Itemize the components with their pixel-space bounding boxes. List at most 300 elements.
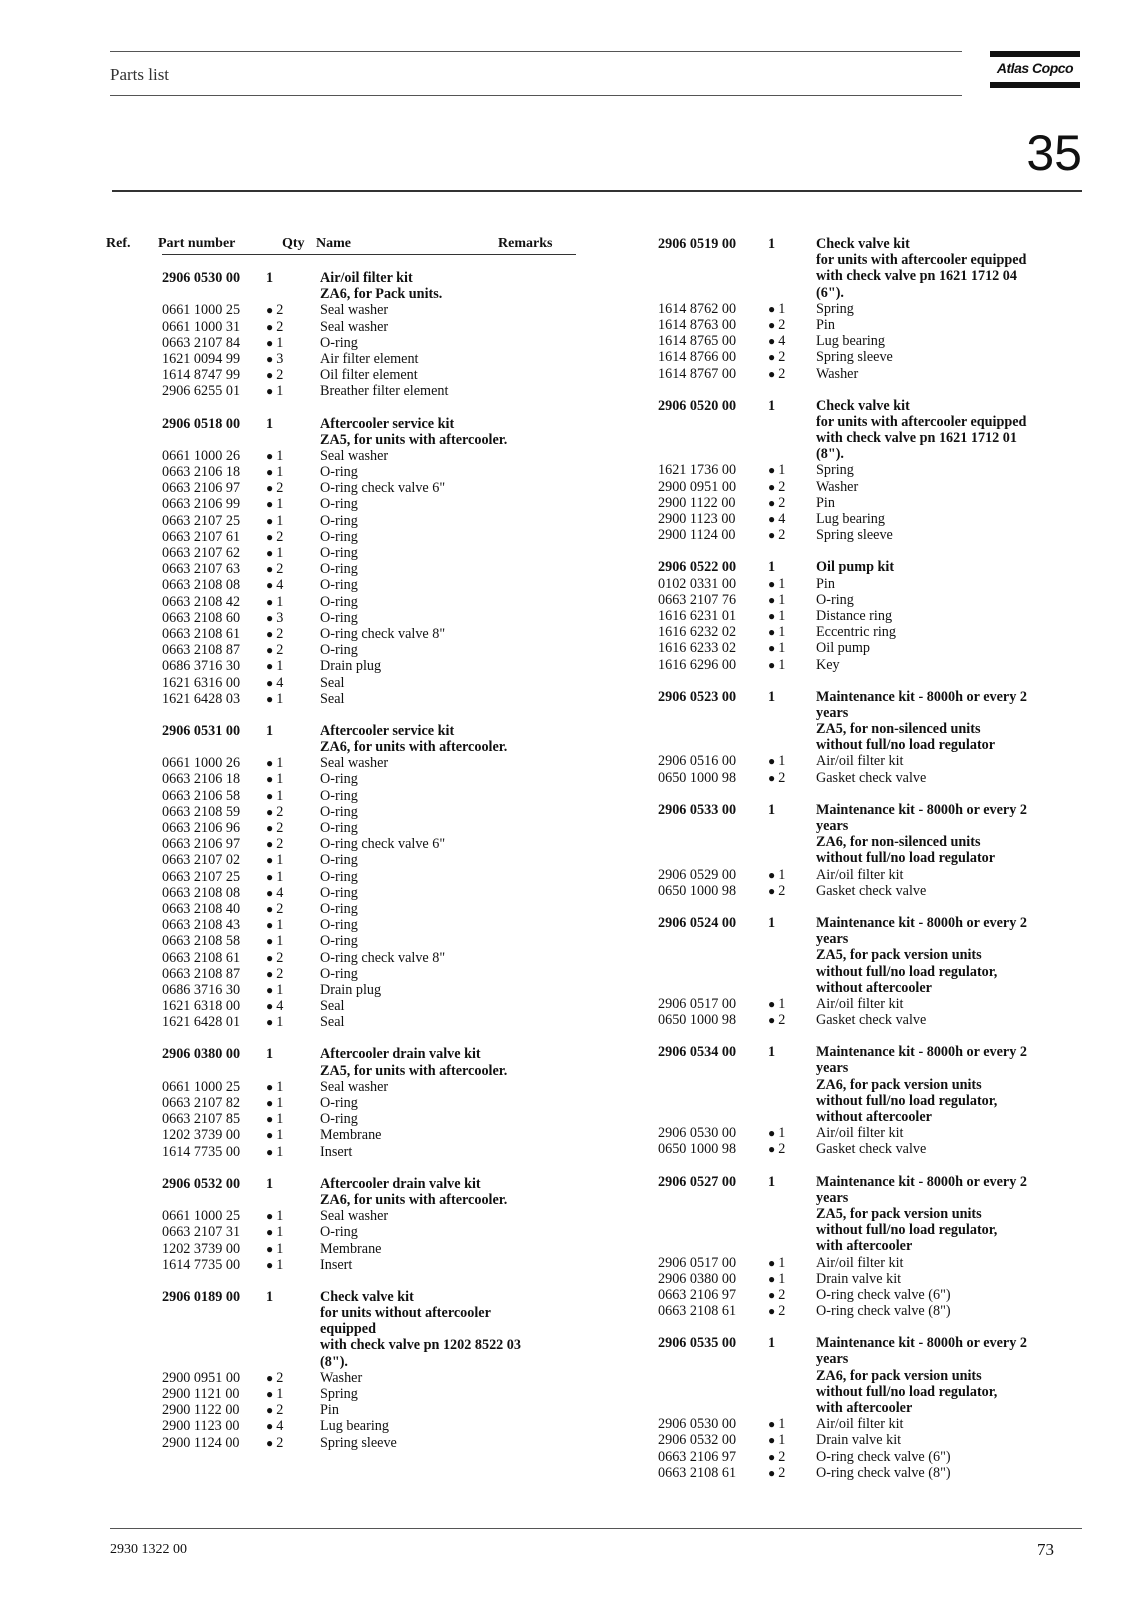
part-qty-value: 2 bbox=[276, 1434, 284, 1451]
part-name: Seal bbox=[320, 690, 345, 707]
part-qty-value: 2 bbox=[778, 478, 786, 495]
bullet-icon: ● bbox=[266, 303, 277, 318]
header-ref: Ref. bbox=[106, 236, 131, 251]
part-number: 2900 0951 00 bbox=[162, 1369, 241, 1386]
part-qty bbox=[266, 1208, 283, 1224]
kit-header-row bbox=[658, 446, 1078, 462]
part-qty-value: 1 bbox=[778, 462, 786, 479]
part-row bbox=[658, 1012, 1078, 1028]
header-rule-top bbox=[110, 51, 962, 52]
part-qty bbox=[266, 529, 283, 545]
part-qty-value: 1 bbox=[276, 981, 284, 998]
part-name: O-ring bbox=[320, 900, 358, 917]
part-number: 0650 1000 98 bbox=[658, 1141, 737, 1158]
bullet-icon: ● bbox=[768, 350, 779, 365]
bullet-icon: ● bbox=[768, 1255, 779, 1270]
bullet-icon: ● bbox=[768, 317, 779, 332]
part-row bbox=[106, 1208, 576, 1224]
part-row bbox=[106, 529, 576, 545]
bullet-icon: ● bbox=[266, 610, 277, 625]
kit-name-line: with aftercooler bbox=[816, 1238, 913, 1255]
part-number: 0663 2108 08 bbox=[162, 884, 241, 901]
part-row bbox=[106, 1435, 576, 1451]
bullet-icon: ● bbox=[266, 465, 277, 480]
kit-header-row bbox=[658, 721, 1078, 737]
part-number: 0663 2107 62 bbox=[162, 545, 241, 561]
part-row bbox=[658, 1125, 1078, 1141]
part-number: 0663 2108 43 bbox=[162, 917, 241, 934]
bullet-icon: ● bbox=[266, 853, 277, 868]
part-row bbox=[658, 366, 1078, 382]
part-qty bbox=[266, 513, 283, 529]
kit-qty: 1 bbox=[768, 914, 776, 931]
part-qty-value: 2 bbox=[276, 803, 284, 820]
part-qty bbox=[768, 1125, 785, 1141]
part-row bbox=[106, 319, 576, 335]
kit-spacer bbox=[658, 786, 1078, 802]
part-number: 2906 6255 01 bbox=[162, 383, 241, 400]
part-name: O-ring check valve 8" bbox=[320, 949, 446, 966]
kit-name-line: with check valve pn 1202 8522 03 bbox=[320, 1337, 521, 1354]
kit-part-number: 2906 0524 00 bbox=[658, 914, 737, 931]
part-number: 0663 2108 40 bbox=[162, 900, 241, 917]
logo-text: Atlas Copco bbox=[996, 60, 1074, 76]
part-row bbox=[106, 1386, 576, 1402]
kit-name-line: Aftercooler service kit bbox=[320, 415, 455, 432]
kit-part-number: 2906 0522 00 bbox=[658, 559, 737, 576]
kit-name-line: Check valve kit bbox=[816, 397, 910, 414]
part-name: Pin bbox=[320, 1402, 339, 1419]
part-qty bbox=[768, 657, 785, 673]
part-name: O-ring bbox=[320, 577, 358, 594]
part-row bbox=[106, 351, 576, 367]
chapter-number: 35 bbox=[1026, 125, 1082, 181]
part-name: O-ring bbox=[320, 1095, 358, 1111]
part-qty bbox=[768, 527, 785, 543]
part-qty-value: 2 bbox=[276, 625, 284, 642]
part-qty-value: 2 bbox=[778, 494, 786, 511]
kit-name-line: without full/no load regulator, bbox=[816, 963, 998, 980]
part-qty bbox=[266, 771, 283, 787]
bullet-icon: ● bbox=[266, 1419, 277, 1434]
part-qty-value: 4 bbox=[276, 884, 284, 901]
part-name: Drain plug bbox=[320, 981, 382, 998]
part-qty bbox=[266, 1111, 283, 1127]
part-qty-value: 1 bbox=[778, 575, 786, 592]
part-name: O-ring bbox=[320, 852, 358, 869]
bullet-icon: ● bbox=[768, 1013, 779, 1028]
part-row bbox=[106, 658, 576, 674]
bullet-icon: ● bbox=[266, 1225, 277, 1240]
part-name: Seal washer bbox=[320, 302, 389, 319]
part-qty bbox=[768, 1271, 785, 1287]
bullet-icon: ● bbox=[768, 754, 779, 769]
part-name: Spring sleeve bbox=[816, 349, 893, 366]
bullet-icon: ● bbox=[768, 1126, 779, 1141]
part-qty bbox=[266, 1144, 283, 1160]
part-number: 0663 2108 61 bbox=[162, 625, 241, 642]
part-qty bbox=[266, 1127, 283, 1143]
part-name: O-ring check valve (8") bbox=[816, 1303, 951, 1320]
kit-part-number: 2906 0189 00 bbox=[162, 1288, 241, 1305]
part-qty bbox=[768, 576, 785, 592]
part-row bbox=[658, 317, 1078, 333]
part-qty-value: 4 bbox=[276, 998, 284, 1015]
kit-qty: 1 bbox=[768, 1335, 776, 1352]
part-qty-value: 2 bbox=[778, 1141, 786, 1158]
bullet-icon: ● bbox=[266, 999, 277, 1014]
kit-part-number: 2906 0520 00 bbox=[658, 397, 737, 414]
kit-name-line: without full/no load regulator, bbox=[816, 1383, 998, 1400]
part-row bbox=[106, 771, 576, 787]
part-row bbox=[106, 1111, 576, 1127]
kit-header-row bbox=[106, 270, 576, 286]
part-qty-value: 1 bbox=[276, 1224, 284, 1241]
part-name: Spring bbox=[320, 1386, 358, 1402]
bullet-icon: ● bbox=[768, 301, 779, 316]
part-qty-value: 1 bbox=[276, 512, 284, 529]
bullet-icon: ● bbox=[266, 966, 277, 981]
kit-part-number: 2906 0523 00 bbox=[658, 688, 737, 705]
part-row bbox=[106, 610, 576, 626]
part-qty bbox=[266, 448, 283, 464]
bullet-icon: ● bbox=[266, 918, 277, 933]
kit-header-row bbox=[658, 689, 1078, 705]
part-row bbox=[106, 1095, 576, 1111]
parts-column-right bbox=[658, 236, 1078, 1481]
part-row bbox=[658, 349, 1078, 365]
part-name: O-ring bbox=[320, 609, 358, 626]
part-qty-value: 1 bbox=[778, 624, 786, 641]
bullet-icon: ● bbox=[266, 448, 277, 463]
kit-spacer bbox=[106, 400, 576, 416]
part-name: Washer bbox=[816, 478, 859, 495]
kit-header-row bbox=[658, 1206, 1078, 1222]
kit-header-row bbox=[658, 1190, 1078, 1206]
part-row bbox=[106, 852, 576, 868]
kit-header-row bbox=[658, 285, 1078, 301]
kit-header-row bbox=[658, 915, 1078, 931]
part-name: O-ring bbox=[320, 933, 358, 950]
bullet-icon: ● bbox=[266, 626, 277, 641]
part-row bbox=[658, 495, 1078, 511]
kit-header-row bbox=[658, 1238, 1078, 1254]
part-number: 2900 1124 00 bbox=[658, 527, 736, 544]
part-qty-value: 1 bbox=[778, 995, 786, 1012]
part-number: 0663 2106 18 bbox=[162, 464, 241, 481]
kit-name-line: with check valve pn 1621 1712 04 bbox=[816, 268, 1017, 285]
bullet-icon: ● bbox=[768, 1417, 779, 1432]
part-number: 1202 3739 00 bbox=[162, 1240, 241, 1257]
bullet-icon: ● bbox=[266, 513, 277, 528]
kit-name-line: (6"). bbox=[816, 284, 844, 301]
part-name: Drain valve kit bbox=[816, 1432, 902, 1449]
part-qty bbox=[768, 1416, 785, 1432]
part-qty bbox=[768, 1465, 785, 1481]
part-qty bbox=[768, 1303, 785, 1319]
part-qty bbox=[768, 996, 785, 1012]
kit-header-row bbox=[658, 414, 1078, 430]
part-row bbox=[106, 691, 576, 707]
part-row bbox=[658, 1465, 1078, 1481]
part-qty bbox=[768, 770, 785, 786]
kit-name-line: ZA6, for units with aftercooler. bbox=[320, 739, 508, 756]
kit-name-line: Air/oil filter kit bbox=[320, 270, 413, 286]
kit-name-line: for units with aftercooler equipped bbox=[816, 252, 1027, 269]
kit-header-row bbox=[658, 236, 1078, 252]
part-row bbox=[658, 462, 1078, 478]
kit-name-line: without full/no load regulator bbox=[816, 850, 996, 867]
part-number: 0102 0331 00 bbox=[658, 575, 737, 592]
part-row bbox=[106, 1127, 576, 1143]
kit-qty: 1 bbox=[768, 1173, 776, 1190]
kit-name-line: years bbox=[816, 1351, 849, 1368]
bullet-icon: ● bbox=[768, 1304, 779, 1319]
part-qty-value: 1 bbox=[778, 1432, 786, 1449]
part-number: 1614 8767 00 bbox=[658, 365, 737, 382]
part-qty-value: 2 bbox=[276, 1369, 284, 1386]
part-qty-value: 2 bbox=[778, 316, 786, 333]
kit-name-line: with check valve pn 1621 1712 01 bbox=[816, 430, 1017, 447]
part-name: O-ring bbox=[320, 917, 358, 934]
header-part-number: Part number bbox=[158, 236, 236, 251]
bullet-icon: ● bbox=[266, 982, 277, 997]
part-name: Pin bbox=[816, 316, 835, 333]
part-qty-value: 1 bbox=[276, 1111, 284, 1128]
part-number: 2906 0529 00 bbox=[658, 866, 737, 883]
kit-name-line: ZA6, for Pack units. bbox=[320, 286, 443, 303]
part-qty-value: 2 bbox=[276, 900, 284, 917]
part-number: 1621 1736 00 bbox=[658, 462, 737, 479]
kit-spacer bbox=[106, 1030, 576, 1046]
part-number: 1621 6316 00 bbox=[162, 674, 241, 691]
part-qty bbox=[266, 658, 283, 674]
kit-header-row bbox=[658, 964, 1078, 980]
part-row bbox=[106, 885, 576, 901]
part-qty bbox=[266, 594, 283, 610]
part-qty-value: 2 bbox=[778, 527, 786, 544]
part-qty-value: 3 bbox=[276, 350, 284, 367]
part-qty bbox=[768, 753, 785, 769]
part-qty bbox=[768, 592, 785, 608]
part-number: 2906 0516 00 bbox=[658, 753, 737, 770]
kit-name-line: for units without aftercooler bbox=[320, 1305, 491, 1322]
bullet-icon: ● bbox=[266, 384, 277, 399]
part-qty bbox=[266, 804, 283, 820]
kit-header-row bbox=[106, 1176, 576, 1192]
part-number: 0663 2107 84 bbox=[162, 334, 241, 351]
kit-name-line: without aftercooler bbox=[816, 1109, 932, 1125]
part-name: Seal bbox=[320, 674, 345, 691]
part-name: Seal washer bbox=[320, 318, 389, 335]
part-name: Spring bbox=[816, 300, 854, 317]
part-number: 0663 2108 08 bbox=[162, 577, 241, 594]
page-number: 73 bbox=[1037, 1540, 1054, 1559]
part-qty bbox=[266, 464, 283, 480]
part-row bbox=[658, 511, 1078, 527]
part-row bbox=[658, 1303, 1078, 1319]
part-qty-value: 1 bbox=[778, 640, 786, 657]
part-number: 0663 2107 63 bbox=[162, 561, 241, 578]
part-row bbox=[106, 675, 576, 691]
part-number: 2906 0517 00 bbox=[658, 1254, 737, 1271]
kit-name-line: ZA6, for pack version units bbox=[816, 1076, 982, 1093]
part-name: Oil filter element bbox=[320, 367, 418, 384]
part-qty bbox=[768, 608, 785, 624]
part-qty bbox=[266, 610, 283, 626]
bullet-icon: ● bbox=[266, 594, 277, 609]
part-number: 1614 8765 00 bbox=[658, 333, 737, 350]
part-qty bbox=[768, 301, 785, 317]
kit-spacer bbox=[658, 1158, 1078, 1174]
part-qty-value: 1 bbox=[276, 658, 284, 675]
kit-name-line: Maintenance kit - 8000h or every 2 bbox=[816, 801, 1027, 818]
part-row bbox=[106, 513, 576, 529]
part-number: 1621 6318 00 bbox=[162, 998, 241, 1015]
kit-name-line: for units with aftercooler equipped bbox=[816, 413, 1027, 430]
part-name: Pin bbox=[816, 494, 835, 511]
part-row bbox=[106, 1418, 576, 1434]
part-name: O-ring bbox=[320, 561, 358, 578]
kit-header-row bbox=[658, 1400, 1078, 1416]
part-qty bbox=[768, 1255, 785, 1271]
part-name: O-ring bbox=[320, 1224, 358, 1241]
part-row bbox=[106, 1014, 576, 1030]
kit-name-line: Maintenance kit - 8000h or every 2 bbox=[816, 1044, 1027, 1061]
kit-name-line: Maintenance kit - 8000h or every 2 bbox=[816, 1173, 1027, 1190]
part-qty-value: 2 bbox=[778, 1464, 786, 1481]
bullet-icon: ● bbox=[768, 1142, 779, 1157]
part-qty-value: 2 bbox=[276, 1402, 284, 1419]
kit-part-number: 2906 0533 00 bbox=[658, 801, 737, 818]
part-qty bbox=[266, 1402, 283, 1418]
bullet-icon: ● bbox=[266, 351, 277, 366]
part-row bbox=[106, 950, 576, 966]
part-name: O-ring bbox=[320, 868, 358, 885]
part-number: 1614 8763 00 bbox=[658, 316, 737, 333]
kit-header-row bbox=[106, 1192, 576, 1208]
bullet-icon: ● bbox=[768, 479, 779, 494]
part-qty-value: 2 bbox=[276, 965, 284, 982]
part-number: 1621 6428 01 bbox=[162, 1014, 241, 1031]
part-qty-value: 4 bbox=[276, 577, 284, 594]
part-qty-value: 2 bbox=[778, 769, 786, 786]
part-row bbox=[106, 480, 576, 496]
kit-header-row bbox=[106, 1321, 576, 1337]
part-name: Seal bbox=[320, 1014, 345, 1031]
kit-header-row bbox=[658, 1044, 1078, 1060]
part-qty-value: 4 bbox=[778, 333, 786, 350]
part-qty bbox=[266, 933, 283, 949]
bullet-icon: ● bbox=[266, 1144, 277, 1159]
part-row bbox=[106, 1224, 576, 1240]
kit-qty: 1 bbox=[768, 801, 776, 818]
part-qty-value: 2 bbox=[276, 561, 284, 578]
bullet-icon: ● bbox=[768, 495, 779, 510]
part-qty bbox=[266, 480, 283, 496]
part-name: O-ring bbox=[320, 884, 358, 901]
part-number: 2900 1122 00 bbox=[658, 494, 736, 511]
part-qty bbox=[768, 366, 785, 382]
kit-name-line: ZA6, for pack version units bbox=[816, 1367, 982, 1384]
bullet-icon: ● bbox=[266, 869, 277, 884]
bullet-icon: ● bbox=[768, 1465, 779, 1480]
bullet-icon: ● bbox=[266, 837, 277, 852]
part-qty-value: 2 bbox=[276, 480, 284, 497]
part-row bbox=[106, 820, 576, 836]
part-qty-value: 1 bbox=[276, 933, 284, 950]
header-qty: Qty bbox=[282, 236, 305, 251]
part-number: 1614 7735 00 bbox=[162, 1143, 241, 1160]
part-qty-value: 2 bbox=[276, 302, 284, 319]
part-qty bbox=[266, 852, 283, 868]
part-number: 0663 2107 61 bbox=[162, 528, 241, 545]
part-row bbox=[658, 1432, 1078, 1448]
part-row bbox=[658, 592, 1078, 608]
part-qty-value: 1 bbox=[276, 771, 284, 788]
part-name: O-ring bbox=[320, 512, 358, 529]
bullet-icon: ● bbox=[266, 772, 277, 787]
part-qty-value: 1 bbox=[276, 690, 284, 707]
part-qty bbox=[266, 1386, 283, 1402]
part-number: 0663 2108 60 bbox=[162, 609, 241, 626]
part-number: 0661 1000 25 bbox=[162, 1208, 241, 1225]
part-qty-value: 1 bbox=[778, 300, 786, 317]
part-name: Air/oil filter kit bbox=[816, 1416, 904, 1433]
kit-spacer bbox=[658, 899, 1078, 915]
part-row bbox=[658, 608, 1078, 624]
logo-bar-top bbox=[990, 51, 1080, 57]
part-qty-value: 1 bbox=[778, 656, 786, 673]
kit-spacer bbox=[658, 543, 1078, 559]
part-qty bbox=[266, 561, 283, 577]
part-number: 1202 3739 00 bbox=[162, 1127, 241, 1144]
parts-list-right bbox=[658, 236, 1078, 1481]
bullet-icon: ● bbox=[768, 592, 779, 607]
bullet-icon: ● bbox=[266, 1257, 277, 1272]
bullet-icon: ● bbox=[768, 334, 779, 349]
part-qty-value: 4 bbox=[276, 1418, 284, 1435]
part-number: 2906 0517 00 bbox=[658, 995, 737, 1012]
kit-header-row bbox=[658, 947, 1078, 963]
kit-header-row bbox=[658, 252, 1078, 268]
part-qty-value: 1 bbox=[778, 1254, 786, 1271]
kit-name-line: (8"). bbox=[816, 446, 844, 463]
part-qty-value: 2 bbox=[778, 365, 786, 382]
kit-header-row bbox=[658, 1335, 1078, 1351]
part-qty-value: 1 bbox=[276, 1095, 284, 1111]
kit-spacer bbox=[106, 1160, 576, 1176]
part-qty-value: 1 bbox=[276, 447, 284, 464]
part-name: O-ring check valve 6" bbox=[320, 480, 446, 497]
part-qty-value: 1 bbox=[276, 1240, 284, 1257]
kit-header-row bbox=[658, 931, 1078, 947]
part-name: Oil pump bbox=[816, 640, 870, 657]
kit-header-row bbox=[658, 1060, 1078, 1076]
bullet-icon: ● bbox=[768, 1271, 779, 1286]
part-name: O-ring bbox=[320, 1111, 358, 1128]
part-qty bbox=[768, 1012, 785, 1028]
kit-header-row bbox=[106, 1046, 576, 1062]
part-qty bbox=[266, 1241, 283, 1257]
part-name: Eccentric ring bbox=[816, 624, 896, 641]
kit-header-row bbox=[106, 432, 576, 448]
part-name: O-ring check valve 6" bbox=[320, 836, 446, 853]
part-qty-value: 1 bbox=[276, 1014, 284, 1031]
part-row bbox=[106, 933, 576, 949]
part-name: Key bbox=[816, 656, 840, 673]
part-qty bbox=[266, 496, 283, 512]
